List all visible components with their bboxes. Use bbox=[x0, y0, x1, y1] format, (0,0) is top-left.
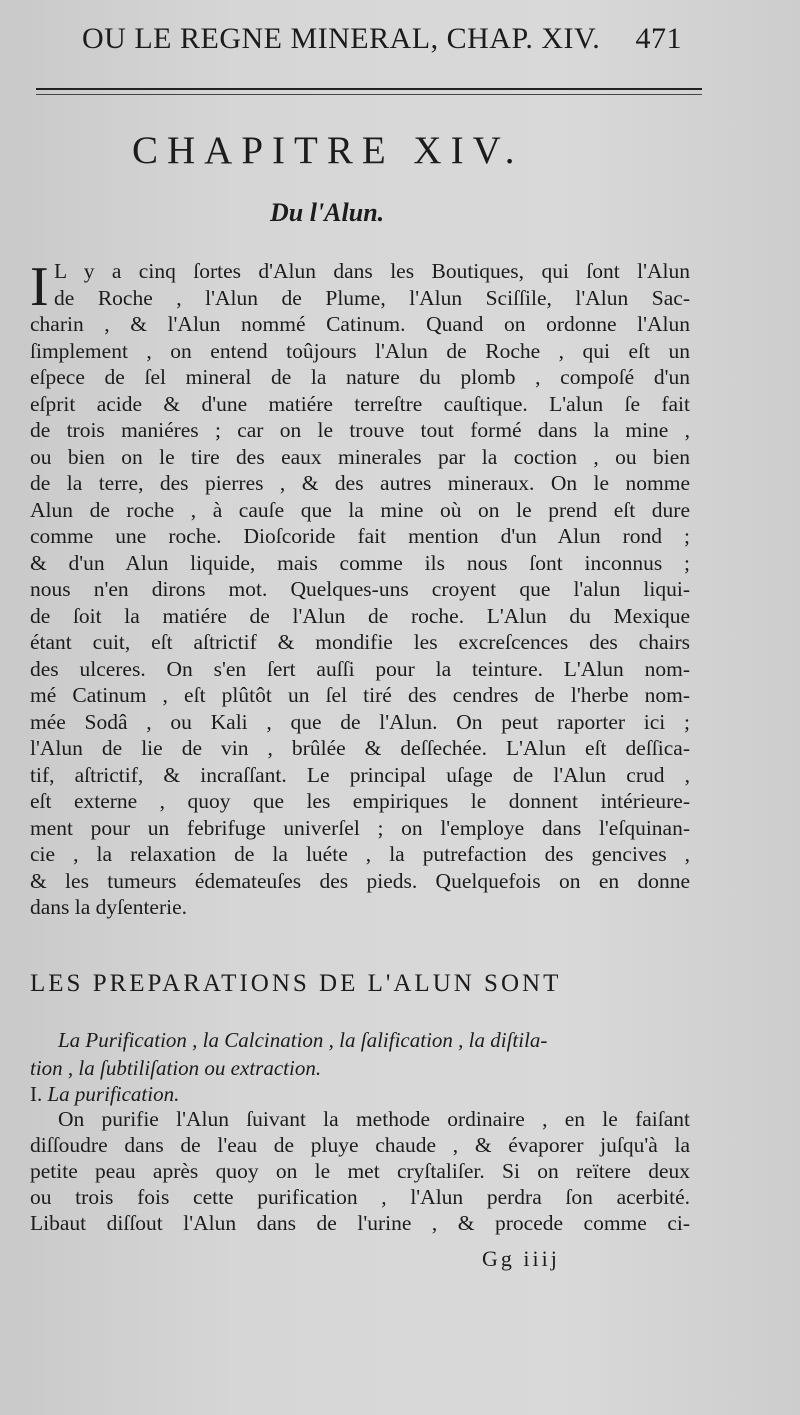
text-line: tif, aſtrictif, & incraſſant. Le principal uſage de l'Alun crud , bbox=[30, 762, 690, 787]
text-line: La Purification , la Calcination , la ſalification , la diſtila- bbox=[58, 1028, 548, 1052]
text-line: & d'un Alun liquide, mais comme ils nous ſont inconnus ; bbox=[30, 550, 690, 575]
text-line: eſt externe , quoy que les empiriques le donnent intérieure- bbox=[30, 789, 690, 813]
item-heading bbox=[30, 1082, 179, 1107]
running-head bbox=[82, 22, 682, 56]
header-rule bbox=[36, 88, 702, 90]
text-line: cie , la relaxation de la luéte , la putrefaction des gencives , bbox=[30, 842, 690, 866]
section-heading: LES PREPARATIONS DE L'ALUN SONT bbox=[30, 970, 562, 997]
text-line: de ſoit la matiére de l'Alun de roche. L'Alun du Mexique bbox=[30, 603, 690, 628]
text-line: dans la dyſenterie. bbox=[30, 895, 188, 919]
chapter-subtitle: Du l'Alun. bbox=[270, 198, 385, 227]
text-line: tion , la ſubtiliſation ou extraction. bbox=[30, 1056, 322, 1080]
text-line: mé Catinum , eſt plûtôt un ſel tiré des cendres de l'herbe nom- bbox=[30, 683, 690, 707]
text-line: l'Alun de lie de vin , brûlée & deſſechée. L'Alun eſt deſſica- bbox=[30, 736, 690, 760]
operations-list bbox=[30, 1026, 685, 1082]
text-line: ou trois fois cette purification , l'Alun perdra ſon acerbité. bbox=[30, 1185, 690, 1209]
text-line: petite peau après quoy on le met cryſtaliſer. Si on reïtere deux bbox=[30, 1159, 690, 1183]
item-title: La purification. bbox=[47, 1082, 180, 1106]
text-line: de trois maniéres ; car on le trouve tout formé dans la mine , bbox=[30, 418, 690, 442]
text-line: eſpece de ſel mineral de la nature du plomb , compoſé d'un bbox=[30, 365, 690, 389]
text-line: & les tumeurs édemateuſes des pieds. Quelquefois on en donne bbox=[30, 868, 690, 893]
text-line: mée Sodâ , ou Kali , que de l'Alun. On peut raporter ici ; bbox=[30, 709, 690, 734]
text-line: nous n'en dirons mot. Quelques-uns croyent que l'alun liqui- bbox=[30, 577, 690, 601]
drop-cap: I bbox=[30, 256, 49, 318]
text-line: Alun de roche , à cauſe que la mine où on le prend eſt dure bbox=[30, 497, 690, 522]
page-number: 471 bbox=[635, 22, 682, 55]
text-line: On purifie l'Alun ſuivant la methode ordinaire , en le faiſant bbox=[58, 1107, 690, 1131]
text-line: des ulceres. On s'en ſert auſſi pour la teinture. L'Alun nom- bbox=[30, 656, 690, 681]
text-line: eſprit acide & d'une matiére terreſtre cauſtique. L'alun ſe fait bbox=[30, 391, 690, 416]
text-line: ſimplement , on entend toûjours l'Alun de Roche , qui eſt un bbox=[30, 338, 690, 363]
text-line: diſſoudre dans de l'eau de pluye chaude , & évaporer juſqu'à la bbox=[30, 1133, 690, 1157]
item-number: I. bbox=[30, 1082, 43, 1106]
text-line: étant cuit, eſt aſtrictif & mondifie les excreſcences des chairs bbox=[30, 630, 690, 654]
chapter-title: CHAPITRE XIV. bbox=[132, 129, 524, 172]
running-title: OU LE REGNE MINERAL, CHAP. XIV. bbox=[82, 22, 601, 55]
paragraph-1 bbox=[30, 258, 690, 921]
text-line: comme une roche. Dioſcoride fait mention d'un Alun rond ; bbox=[30, 524, 690, 548]
signature-mark: Gg iiij bbox=[482, 1246, 560, 1271]
text-line: de la terre, des pierres , & des autres mineraux. On le nomme bbox=[30, 471, 690, 495]
text-line: ment pour un febrifuge univerſel ; on l'employe dans l'eſquinan- bbox=[30, 815, 690, 840]
paragraph-2 bbox=[30, 1106, 690, 1236]
header-rule-thin bbox=[36, 94, 702, 95]
text-line: ou bien on le tire des eaux minerales par la coction , ou bien bbox=[30, 444, 690, 469]
text-line: de Roche , l'Alun de Plume, l'Alun Sciſſile, l'Alun Sac- bbox=[54, 285, 690, 310]
text-line: charin , & l'Alun nommé Catinum. Quand on ordonne l'Alun bbox=[30, 312, 690, 336]
text-line: Libaut diſſout l'Alun dans de l'urine , & procede comme ci- bbox=[30, 1211, 690, 1235]
text-line: L y a cinq ſortes d'Alun dans les Boutiques, qui ſont l'Alun bbox=[54, 259, 690, 283]
